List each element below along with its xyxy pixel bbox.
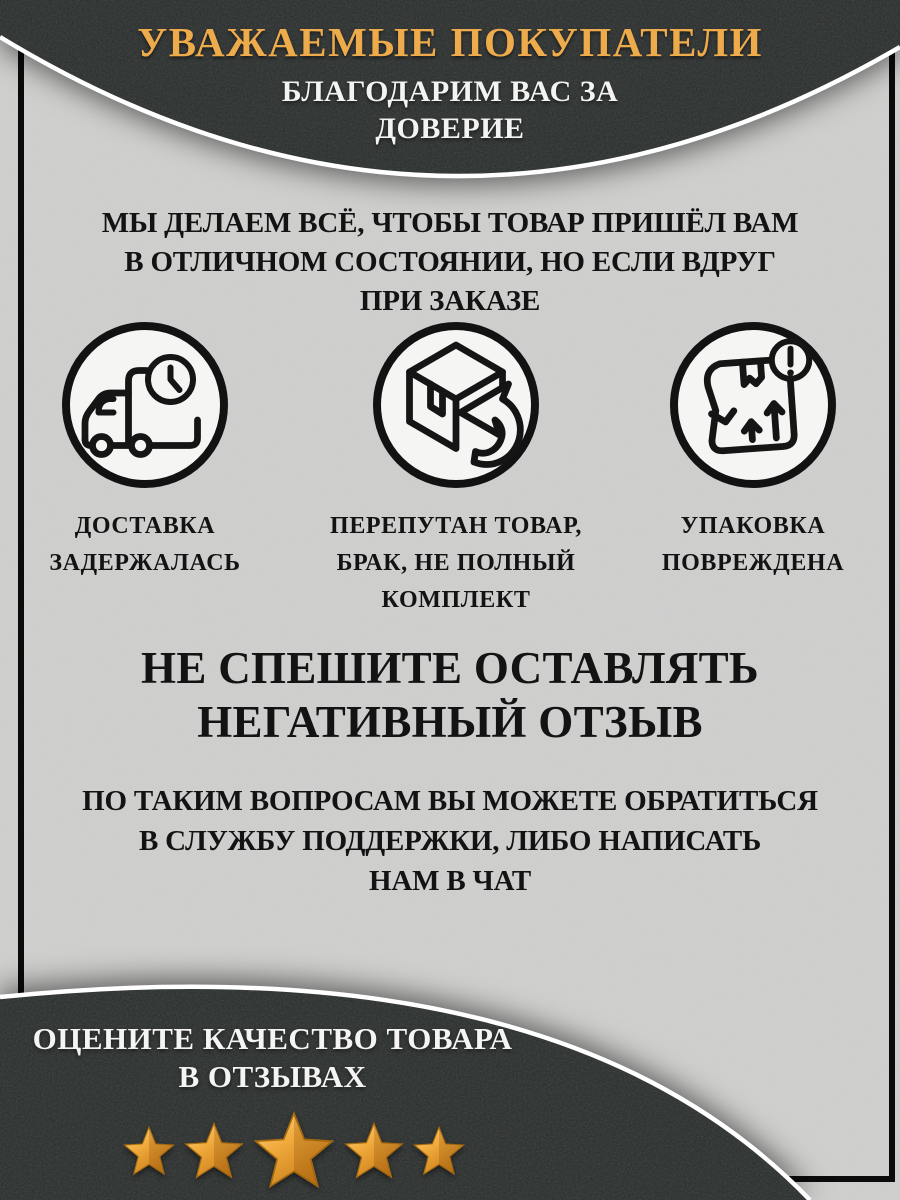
- header: [0, 20, 900, 147]
- damaged-package-icon: [670, 322, 836, 488]
- issue-wrong-item: [311, 322, 601, 619]
- intro-line: МЫ ДЕЛАЕМ ВСЁ, ЧТОБЫ ТОВАР ПРИШЁЛ ВАМ: [101, 207, 799, 239]
- star-icon: [122, 1125, 176, 1179]
- issue-label: УПАКОВКА ПОВРЕЖДЕНА: [661, 513, 845, 576]
- support-line: НАМ В ЧАТ: [369, 865, 531, 897]
- header-subtitle-line2: ДОВЕРИЕ: [375, 112, 525, 145]
- star-icon: [183, 1121, 245, 1183]
- star-icon: [343, 1121, 405, 1183]
- warning-heading: [0, 641, 900, 749]
- box-return-arrow-icon: [373, 322, 539, 488]
- footer-line1: ОЦЕНИТЕ КАЧЕСТВО ТОВАРА: [32, 1021, 513, 1056]
- warning-line2: НЕГАТИВНЫЙ ОТЗЫВ: [197, 697, 703, 747]
- header-subtitle: [0, 73, 900, 147]
- delivery-truck-clock-icon: [62, 322, 228, 488]
- rating-stars: [122, 1106, 482, 1198]
- issue-delivery-delayed: [0, 322, 290, 582]
- issue-label: ПЕРЕПУТАН ТОВАР, БРАК, НЕ ПОЛНЫЙ КОМПЛЕКТ: [330, 513, 582, 613]
- footer-line2: В ОТЗЫВАХ: [178, 1059, 367, 1094]
- intro-paragraph: [0, 204, 900, 321]
- footer-call-to-action: [0, 1020, 545, 1096]
- support-line: ПО ТАКИМ ВОПРОСАМ ВЫ МОЖЕТЕ ОБРАТИТЬСЯ: [82, 785, 818, 817]
- star-icon: [412, 1125, 466, 1179]
- header-subtitle-line1: БЛАГОДАРИМ ВАС ЗА: [281, 75, 619, 108]
- intro-line: В ОТЛИЧНОМ СОСТОЯНИИ, НО ЕСЛИ ВДРУГ: [124, 246, 776, 278]
- issue-label: ДОСТАВКА ЗАДЕРЖАЛАСЬ: [49, 513, 241, 576]
- intro-line: ПРИ ЗАКАЗЕ: [359, 285, 541, 317]
- page-title: УВАЖАЕМЫЕ ПОКУПАТЕЛИ: [137, 19, 763, 65]
- support-line: В СЛУЖБУ ПОДДЕРЖКИ, ЛИБО НАПИСАТЬ: [138, 825, 762, 857]
- support-paragraph: [0, 781, 900, 901]
- star-icon: [252, 1110, 336, 1194]
- warning-line1: НЕ СПЕШИТЕ ОСТАВЛЯТЬ: [141, 643, 759, 693]
- issue-damaged-packaging: [608, 322, 898, 582]
